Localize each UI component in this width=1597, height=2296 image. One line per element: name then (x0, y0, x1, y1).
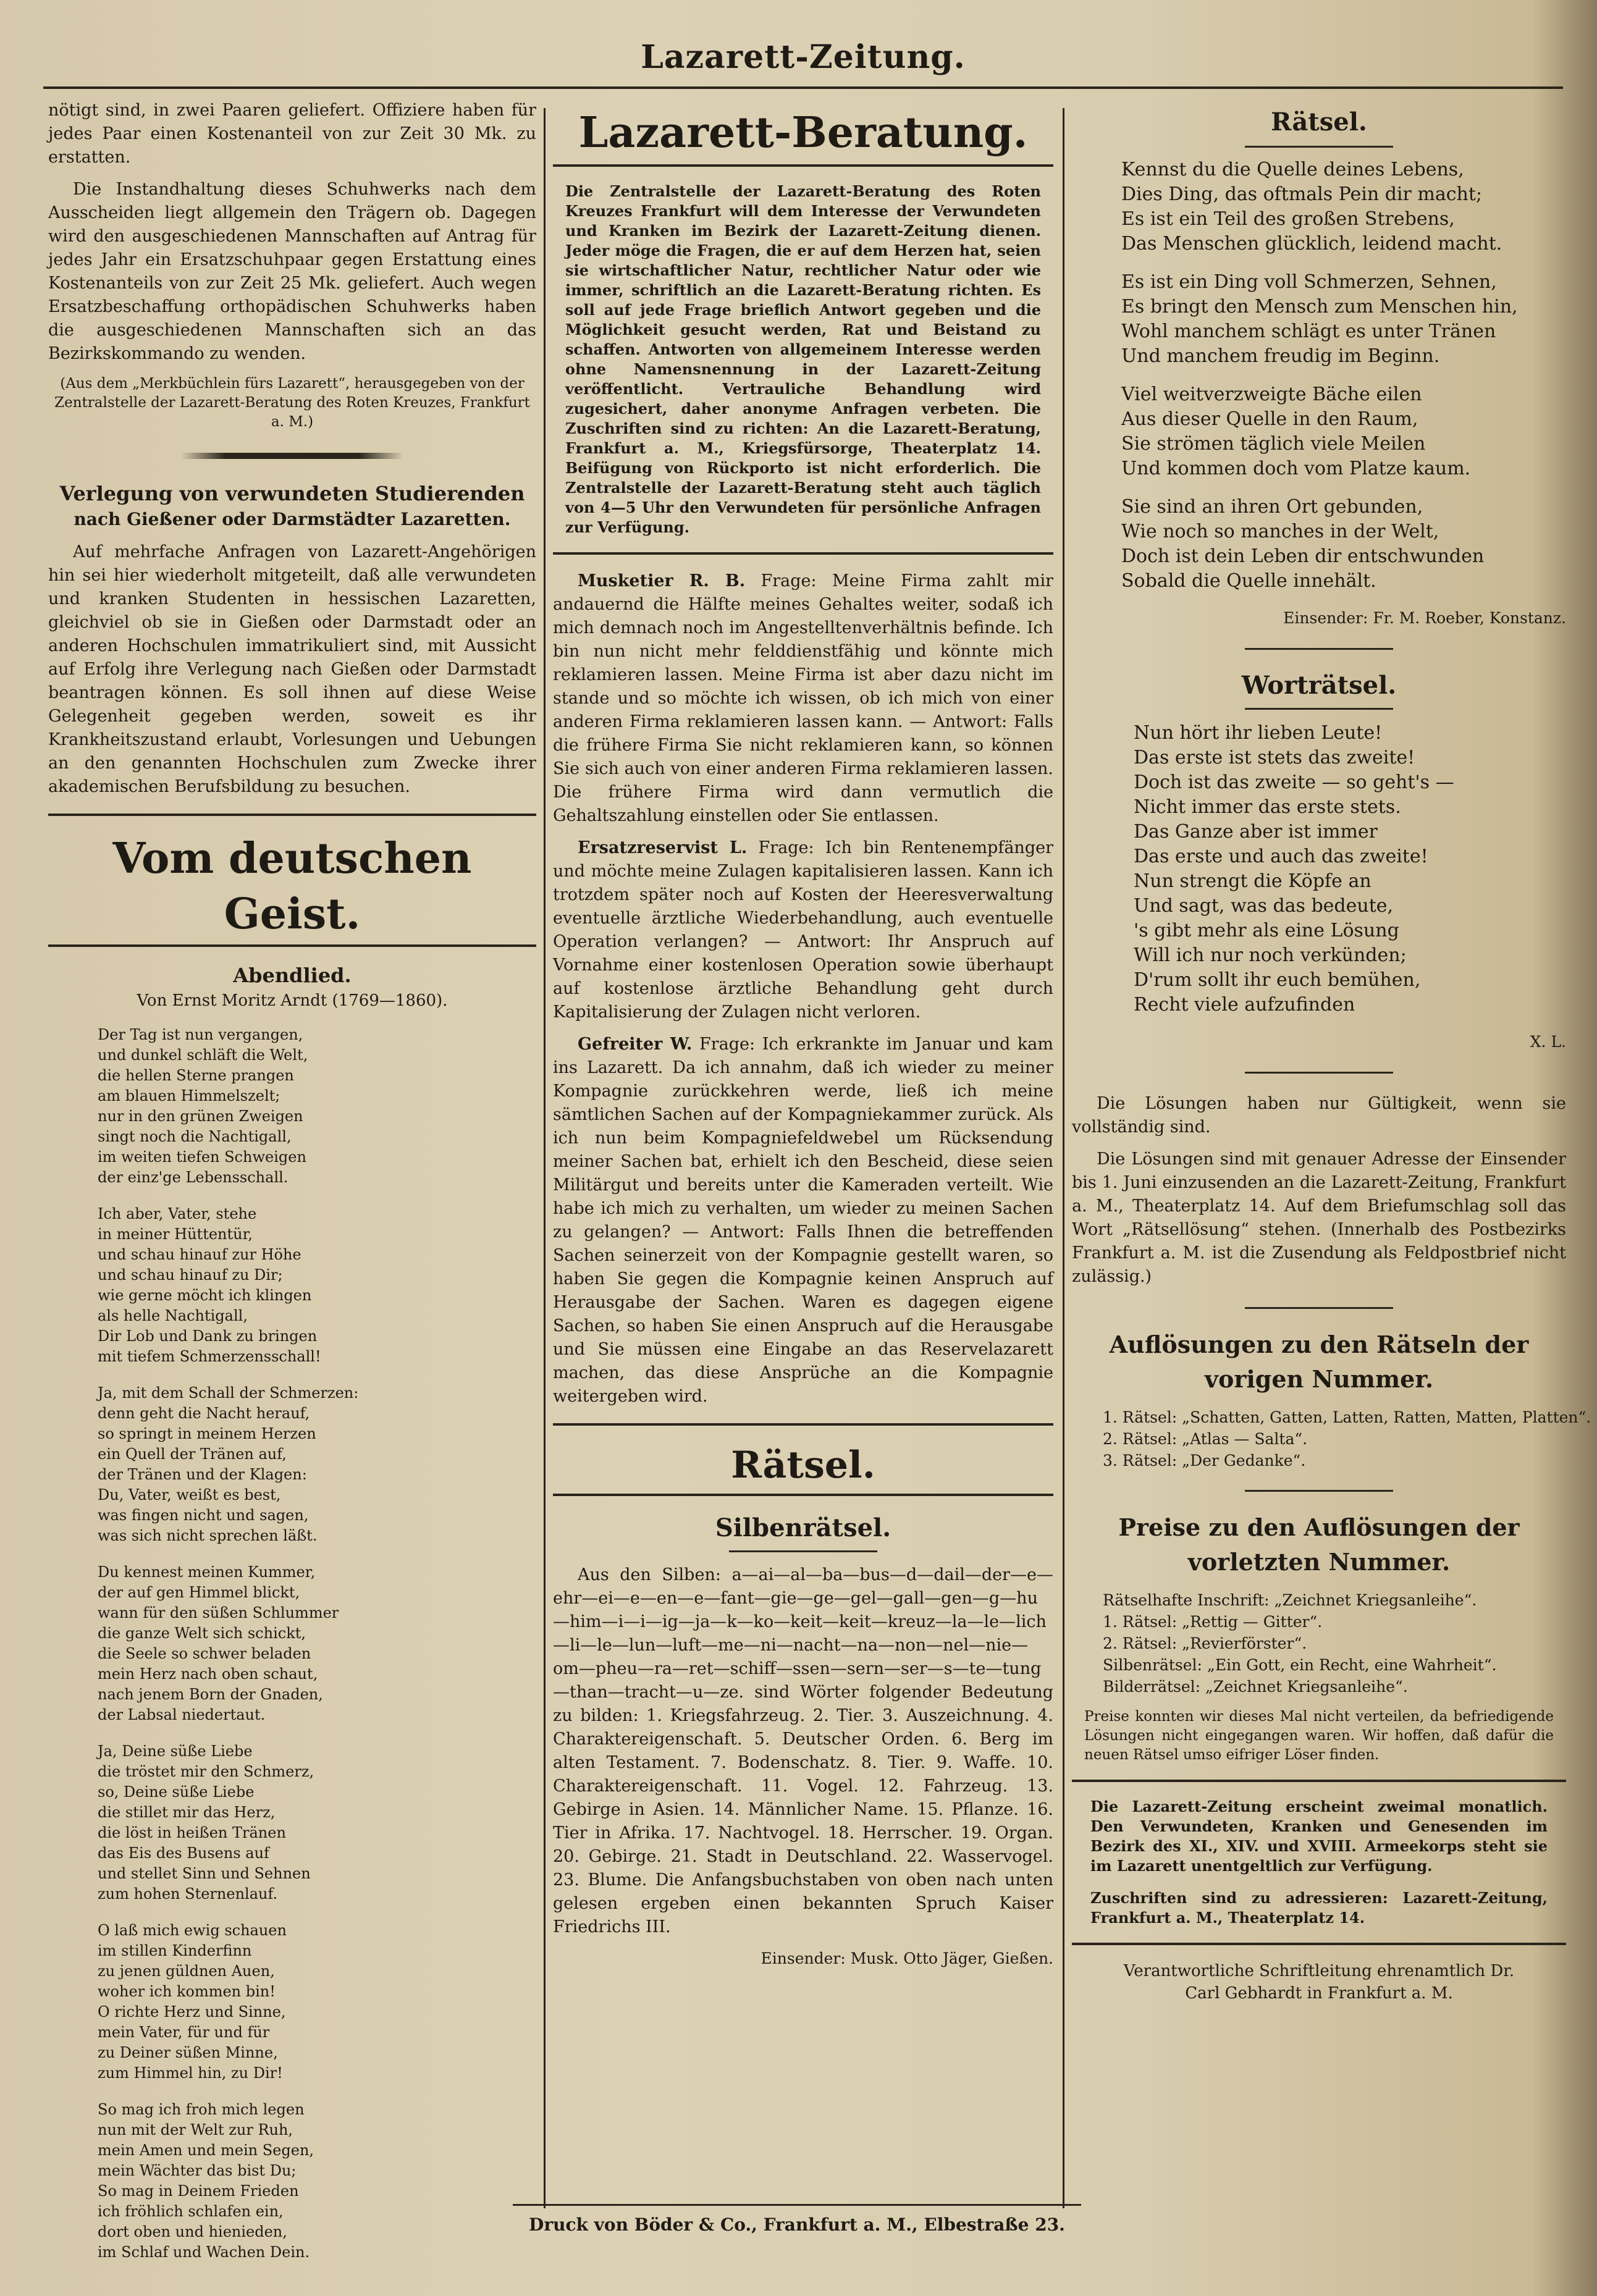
verse-line: Und manchem freudig im Beginn. (1121, 345, 1440, 367)
verse-line: nach jenem Born der Gnaden, (98, 1686, 323, 1703)
verse-line: Es bringt den Mensch zum Menschen hin, (1121, 296, 1518, 317)
column-1 (48, 99, 536, 2279)
section-rule (553, 552, 1053, 555)
stanza (1072, 270, 1566, 369)
verse-line: Ja, Deine süße Liebe (98, 1743, 253, 1760)
verse-line: wann für den süßen Schlummer (98, 1604, 339, 1621)
verse-line: in meiner Hüttentür, (98, 1226, 253, 1243)
verse-line: Sie sind an ihren Ort gebunden, (1121, 496, 1423, 518)
verse-line: Und sagt, was das bedeute, (1134, 895, 1394, 917)
raetsel-heading-col2: Rätsel. (731, 1444, 875, 1487)
silben-heading: Silbenrätsel. (715, 1513, 891, 1542)
verse-line: O laß mich ewig schauen (98, 1922, 287, 1939)
verse-line: Kennst du die Quelle deines Lebens, (1121, 159, 1464, 180)
section-rule (48, 944, 536, 947)
verse-line: der Labsal niedertaut. (98, 1706, 266, 1723)
geist-heading: Vom deutschen Geist. (112, 834, 472, 939)
list-item: Rätselhafte Inschrift: „Zeichnet Kriegsanleihe“. (1103, 1591, 1477, 1609)
stanza (48, 1204, 536, 1367)
verse-line: dort oben und hienieden, (98, 2223, 287, 2240)
short-rule (729, 1550, 877, 1552)
verse-line: und stellet Sinn und Sehnen (98, 1865, 311, 1882)
short-rule (1245, 708, 1393, 710)
verse-line: zum Himmel hin, zu Dir! (98, 2064, 283, 2082)
wort-signature: X. L. (1530, 1033, 1566, 1051)
verse-line: denn geht die Nacht herauf, (98, 1405, 310, 1422)
verse-line: im stillen Kinderfinn (98, 1942, 252, 1959)
verse-line: Nicht immer das erste stets. (1134, 796, 1401, 818)
verse-line: als helle Nachtigall, (98, 1307, 248, 1324)
printer-footer: Druck von Böder & Co., Frankfurt a. M., Elbestraße 23. (513, 2204, 1081, 2235)
verse-line: Sie strömen täglich viele Meilen (1121, 433, 1426, 455)
loesung-paragraph-1: Die Lösungen haben nur Gültigkeit, wenn sie vollständig sind. (1072, 1094, 1566, 1137)
verse-line: Doch ist dein Leben dir entschwunden (1121, 545, 1485, 567)
list-item: 3. Rätsel: „Der Gedanke“. (1103, 1452, 1306, 1470)
verse-line: wie gerne möcht ich klingen (98, 1287, 312, 1304)
masthead-rule (43, 86, 1563, 89)
abendlied-poem (48, 1025, 536, 2263)
verse-line: Das erste und auch das zweite! (1134, 846, 1428, 867)
stanza (48, 1025, 536, 1188)
verse-line: Sobald die Quelle innehält. (1121, 570, 1376, 592)
stanza (48, 2100, 536, 2263)
list-item: 1. Rätsel: „Rettig — Gitter“. (1103, 1613, 1323, 1631)
verse-line: Nun strengt die Köpfe an (1134, 870, 1372, 892)
verse-line: mein Wächter das bist Du; (98, 2162, 297, 2179)
verse-line: Dir Lob und Dank zu bringen (98, 1327, 318, 1345)
verse-line: im weiten tiefen Schweigen (98, 1148, 306, 1166)
section-rule (1072, 1943, 1566, 1945)
list-item: 1. Rätsel: „Schatten, Gatten, Latten, Ratten, Matten, Platten“. (1103, 1408, 1591, 1426)
question-2 (553, 836, 1053, 1024)
students-subheading: nach Gießener oder Darmstädter Lazaretten. (74, 509, 511, 529)
verse-line: singt noch die Nachtigall, (98, 1128, 292, 1145)
verse-line: Viel weitverzweigte Bäche eilen (1121, 384, 1422, 405)
aufloesungen-heading: Auflösungen zu den Rätseln der vorigen Nummer. (1109, 1331, 1529, 1393)
section-rule (553, 1494, 1053, 1496)
verse-line: was fingen nicht und sagen, (98, 1507, 309, 1524)
preise-list (1072, 1589, 1566, 1697)
verse-line: der Tränen und der Klagen: (98, 1466, 307, 1483)
stanza (48, 1562, 536, 1725)
verse-line: so springt in meinem Herzen (98, 1425, 316, 1442)
silben-text: Aus den Silben: a—ai—al—ba—bus—d—dail—der—e—ehr—ei—e—en—e—fant—gie—ge—gel—gall—gen—g—hu—him—i—i—ig—ja—k—ko—keit—keit—kreuz—la—le—lich—li—le—lun—luft—me—ni—nacht—na—non—nel—nie—om—pheu—ra—ret—schiff—ssen—sern—ser—s—te—tung—than—tracht—u—ze. sind Wörter folgender Bedeutung zu bilden: 1. Kriegsfahrzeug. 2. Tier. 3. Auszeichnung. 4. Charaktereigenschaft. 5. Deutscher Orden. 6. Berg im alten Testament. 7. Bodenschatz. 8. Tier. 9. Waffe. 10. Charaktereigenschaft. 11. Vogel. 12. Fahrzeug. 13. Gebirge in Asien. 14. Männlicher Name. 15. Pflanze. 16. Tier in Afrika. 17. Nachtvogel. 18. Herrscher. 19. Organ. 20. Gebirge. 21. Stadt in Deutschland. 22. Wasservogel. 23. Blume. Die Anfangsbuchstaben von oben nach unten gelesen ergeben einen bekannten Spruch Kaiser Friedrichs III. (553, 1565, 1053, 1936)
raetsel-signature: Einsender: Fr. M. Roeber, Konstanz. (1283, 609, 1566, 627)
verse-line: mein Amen und mein Segen, (98, 2142, 314, 2159)
verse-line: Wohl manchem schlägt es unter Tränen (1121, 321, 1496, 342)
verse-line: zu Deiner süßen Minne, (98, 2044, 278, 2061)
short-rule (1245, 648, 1393, 650)
shoe-paragraph-1: nötigt sind, in zwei Paaren geliefert. Offiziere haben für jedes Paar einen Kostenanteil von zur Zeit 30 Mk. zu erstatten. (48, 101, 536, 167)
verse-line: die tröstet mir den Schmerz, (98, 1763, 314, 1780)
short-rule (1245, 146, 1393, 148)
verse-line: zu jenen güldnen Auen, (98, 1962, 275, 1980)
beratung-intro: Die Zentralstelle der Lazarett-Beratung des Roten Kreuzes Frankfurt will dem Interesse der Verwundeten und Kranken im Bezirk der Lazarett-Zeitung dienen. Jeder möge die Fragen, die er auf dem Herzen hat, seien sie wirtschaftlicher Natur, rechtlicher Natur oder wie immer, schriftlich an die Lazarett-Beratung richten. Es soll auf jede Frage brieflich Antwort gegeben und die Möglichkeit gesucht werden, Rat und Beistand zu schaffen. Antworten von allgemeinem Interesse werden ohne Namensnennung in der Lazarett-Zeitung veröffentlicht. Vertrauliche Behandlung wird zugesichert, daher anonyme Anfragen verbeten. Die Zuschriften sind zu richten: An die Lazarett-Beratung, Frankfurt a. M., Kriegsfürsorge, Theaterplatz 14. Beifügung von Rückporto ist nicht erforderlich. Die Zentralstelle der Lazarett-Beratung steht auch täglich von 4—5 Uhr den Verwundeten für persönliche Anfragen zur Verfügung. (565, 182, 1041, 536)
question-1-lead: Musketier R. B. (578, 571, 746, 591)
verse-line: und schau hinauf zur Höhe (98, 1246, 301, 1263)
verse-line: was sich nicht sprechen läßt. (98, 1527, 318, 1544)
verse-line: die stillet mir das Herz, (98, 1804, 276, 1821)
section-rule (553, 1423, 1053, 1426)
verse-line: D'rum sollt ihr euch bemühen, (1134, 969, 1421, 991)
question-3 (553, 1033, 1053, 1408)
verse-line: mein Herz nach oben schaut, (98, 1665, 318, 1683)
verse-line: Aus dieser Quelle in den Raum, (1121, 408, 1418, 430)
verse-line: nun mit der Welt zur Ruh, (98, 2121, 293, 2138)
verse-line: O richte Herz und Sinne, (98, 2003, 286, 2021)
abendlied-heading: Abendlied. (233, 964, 352, 987)
verse-line: mit tiefem Schmerzensschall! (98, 1348, 321, 1365)
wort-poem (1072, 721, 1566, 1017)
verse-line: ein Quell der Tränen auf, (98, 1445, 287, 1463)
loesung-paragraph-2: Die Lösungen sind mit genauer Adresse der Einsender bis 1. Juni einzusenden an die Lazarett-Zeitung, Frankfurt a. M., Theaterplatz 14. Auf dem Briefumschlag soll das Wort „Rätsellösung“ stehen. (Innerhalb des Postbezirks Frankfurt a. M. ist die Zusendung als Feldpostbrief nicht zulässig.) (1072, 1150, 1566, 1286)
question-1 (553, 570, 1053, 828)
verse-line: Der Tag ist nun vergangen, (98, 1026, 303, 1043)
stanza (1072, 158, 1566, 256)
list-item: Silbenrätsel: „Ein Gott, ein Recht, eine Wahrheit“. (1103, 1656, 1497, 1674)
verse-line: im Schlaf und Wachen Dein. (98, 2243, 310, 2261)
verse-line: woher ich kommen bin! (98, 1983, 276, 2000)
question-1-text: Frage: Meine Firma zahlt mir andauernd die Hälfte meines Gehaltes weiter, sodaß ich mich demnach noch im Angestelltenverhältnis befinde. Ich bin nun nicht mehr felddienstfähig und könnte mich reklamieren lassen. Meine Firma ist aber dazu nicht im stande und so möchte ich wissen, ob ich mich von einer anderen Firma reklamieren lassen kann. — Antwort: Falls die frühere Firma Sie nicht reklamieren kann, so können Sie sich auch von einer anderen Firma reklamieren lassen. Die frühere Firma wird dann vermutlich die Gehaltszahlung einstellen oder Sie entlassen. (553, 571, 1053, 825)
verse-line: und schau hinauf zu Dir; (98, 1266, 283, 1284)
aufloesungen-list (1072, 1407, 1591, 1471)
column-rule-1 (544, 108, 546, 2208)
verse-line: Das Ganze aber ist immer (1134, 821, 1378, 843)
column-2 (553, 99, 1053, 1988)
students-heading: Verlegung von verwundeten Studierenden (59, 482, 525, 505)
editor-note: Verantwortliche Schriftleitung ehrenamtlich Dr. Carl Gebhardt in Frankfurt a. M. (1123, 1962, 1515, 2003)
question-2-text: Frage: Ich bin Rentenempfänger und möchte meine Zulagen kapitalisieren lassen. Kann ich trotzdem später noch auf Kosten der Heeresverwaltung eventuelle ärztliche Wiederbehandlung, auch eventuelle Operation verlangen? — Antwort: Ihr Anspruch auf Vornahme einer kostenlosen Operation sowie überhaupt auf kostenlose ärztliche Behandlung geht durch Kapitalisierung der Zulagen nicht verloren. (553, 838, 1053, 1022)
verse-line: Wie noch so manches in der Welt, (1121, 521, 1439, 542)
silben-signature: Einsender: Musk. Otto Jäger, Gießen. (761, 1949, 1053, 1967)
verse-line: Es ist ein Teil des großen Strebens, (1121, 208, 1455, 230)
verse-line: das Eis des Busens auf (98, 1844, 269, 1862)
impressum-2: Zuschriften sind zu adressieren: Lazarett-Zeitung, Frankfurt a. M., Theaterplatz 14. (1090, 1889, 1548, 1927)
verse-line: Das erste ist stets das zweite! (1134, 747, 1415, 768)
short-rule (1245, 1490, 1393, 1492)
list-item: Bilderrätsel: „Zeichnet Kriegsanleihe“. (1103, 1678, 1408, 1696)
raetsel-heading-col3: Rätsel. (1271, 107, 1367, 137)
masthead: Lazarett-Zeitung. (641, 38, 966, 76)
column-rule-2 (1063, 108, 1064, 2208)
question-3-text: Frage: Ich erkrankte im Januar und kam ins Lazarett. Da ich annahm, daß ich wieder zu meiner Kompagnie zurückkehren werde, ließ ich meine sämtlichen Sachen auf der Kompagniekammer zurück. Als ich nun beim Kompagniefeldwebel um Rücksendung meiner Sachen bat, erhielt ich den Bescheid, diese seien Militärgut und bereits unter die Kameraden verteilt. Wie habe ich mich zu verhalten, um wieder zu meinen Sachen zu gelangen? — Antwort: Falls Ihnen die betreffenden Sachen seinerzeit von der Kompagnie gestellt waren, so haben Sie gegen die Kompagnie keinen Anspruch auf Herausgabe der Sachen. Waren es dagegen eigene Sachen, so haben Sie einen Anspruch auf die Herausgabe und Sie müssen eine Eingabe an das Reservelazarett machen, das diese Ansprüche an die Kompagnie weitergeben wird. (553, 1035, 1053, 1406)
verse-line: die ganze Welt sich schickt, (98, 1625, 306, 1642)
verse-line: nur in den grünen Zweigen (98, 1108, 303, 1125)
verse-line: Doch ist das zweite — so geht's — (1134, 772, 1454, 793)
list-item: 2. Rätsel: „Atlas — Salta“. (1103, 1430, 1308, 1448)
stanza (1072, 495, 1566, 594)
shoe-paragraph-2: Die Instandhaltung dieses Schuhwerks nach dem Ausscheiden liegt allgemein den Trägern ob. Dagegen wird den ausgeschiedenen Mannschaften auf Antrag für jedes Jahr ein Ersatzschuhpaar gegen Erstattung eines Kostenanteils von zur Zeit 25 Mk. geliefert. Auch wegen Ersatzbeschaffung orthopädischen Schuhwerks haben die ausgeschiedenen Mannschaften sich an das Bezirkskommando zu wenden. (48, 180, 536, 363)
stanza (1072, 382, 1566, 481)
section-rule (553, 164, 1053, 167)
beratung-heading: Lazarett-Beratung. (578, 108, 1028, 158)
ornament-divider (181, 453, 403, 459)
verse-line: die hellen Sterne prangen (98, 1067, 294, 1084)
impressum-1: Die Lazarett-Zeitung erscheint zweimal monatlich. Den Verwundeten, Kranken und Genesenden im Bezirk des XI., XIV. und XVIII. Armeekorps steht sie im Lazarett unentgeltlich zur Verfügung. (1090, 1798, 1548, 1875)
students-paragraph: Auf mehrfache Anfragen von Lazarett-Angehörigen hin sei hier wiederholt mitgeteilt, daß alle verwundeten und kranken Studenten in hessischen Lazaretten, gleichviel ob sie in Gießen oder Darmstadt oder an anderen Hochschulen immatrikuliert sind, mit Aussicht auf Erfolg ihre Verlegung nach Gießen oder Darmstadt beantragen können. Es soll ihnen auf diese Weise Gelegenheit gegeben werden, soweit es ihr Krankheitszustand erlaubt, Vorlesungen und Uebungen an den genannten Hochschulen zum Zwecke ihrer akademischen Berufsbildung zu besuchen. (48, 542, 536, 796)
preise-note: Preise konnten wir dieses Mal nicht verteilen, da befriedigende Lösungen nicht eingegangen waren. Wir hoffen, daß dafür die neuen Rätsel umso eifriger Löser finden. (1084, 1709, 1554, 1763)
list-item: 2. Rätsel: „Revierförster“. (1103, 1634, 1307, 1652)
source-note: (Aus dem „Merkbüchlein fürs Lazarett“, herausgegeben von der Zentralstelle der Lazarett-Beratung des Roten Kreuzes, Frankfurt a. M.) (54, 376, 530, 430)
column-3 (1072, 99, 1591, 2013)
wort-heading: Worträtsel. (1241, 671, 1397, 700)
raetsel-poem (1072, 158, 1566, 594)
verse-line: Es ist ein Ding voll Schmerzen, Sehnen, (1121, 271, 1497, 293)
verse-line: So mag ich froh mich legen (98, 2101, 305, 2118)
short-rule (1245, 1072, 1393, 1074)
section-rule (48, 814, 536, 816)
verse-line: Ich aber, Vater, stehe (98, 1205, 257, 1222)
verse-line: So mag in Deinem Frieden (98, 2182, 299, 2200)
preise-heading: Preise zu den Auflösungen der vorletzten Nummer. (1118, 1513, 1520, 1576)
poem-author: Von Ernst Moritz Arndt (1769—1860). (137, 991, 448, 1010)
verse-line: so, Deine süße Liebe (98, 1783, 255, 1801)
verse-line: am blauen Himmelszelt; (98, 1087, 280, 1104)
verse-line: die Seele so schwer beladen (98, 1645, 311, 1662)
verse-line: und dunkel schläft die Welt, (98, 1046, 308, 1064)
verse-line: mein Vater, für und für (98, 2024, 270, 2041)
verse-line: Und kommen doch vom Platze kaum. (1121, 458, 1471, 479)
question-2-lead: Ersatzreservist L. (578, 838, 748, 857)
verse-line: zum hohen Sternenlauf. (98, 1885, 278, 1903)
verse-line: ich fröhlich schlafen ein, (98, 2203, 284, 2220)
verse-line: der auf gen Himmel blickt, (98, 1584, 300, 1601)
verse-line: Recht viele aufzufinden (1134, 994, 1355, 1016)
verse-line: Das Menschen glücklich, leidend macht. (1121, 233, 1502, 254)
verse-line: Dies Ding, das oftmals Pein dir macht; (1121, 183, 1483, 205)
stanza (48, 1741, 536, 1904)
verse-line: Du kennest meinen Kummer, (98, 1563, 316, 1581)
question-3-lead: Gefreiter W. (578, 1035, 693, 1054)
short-rule (1245, 1307, 1393, 1309)
verse-line: die löst in heißen Tränen (98, 1824, 286, 1841)
stanza (48, 1383, 536, 1546)
verse-line: Du, Vater, weißt es best, (98, 1486, 281, 1503)
stanza (48, 1920, 536, 2084)
verse-line: Nun hört ihr lieben Leute! (1134, 722, 1383, 744)
verse-line: der einz'ge Lebensschall. (98, 1169, 289, 1186)
verse-line: Ja, mit dem Schall der Schmerzen: (98, 1384, 359, 1402)
section-rule (1072, 1780, 1566, 1782)
verse-line: 's gibt mehr als eine Lösung (1134, 920, 1399, 941)
verse-line: Will ich nur noch verkünden; (1134, 944, 1407, 966)
